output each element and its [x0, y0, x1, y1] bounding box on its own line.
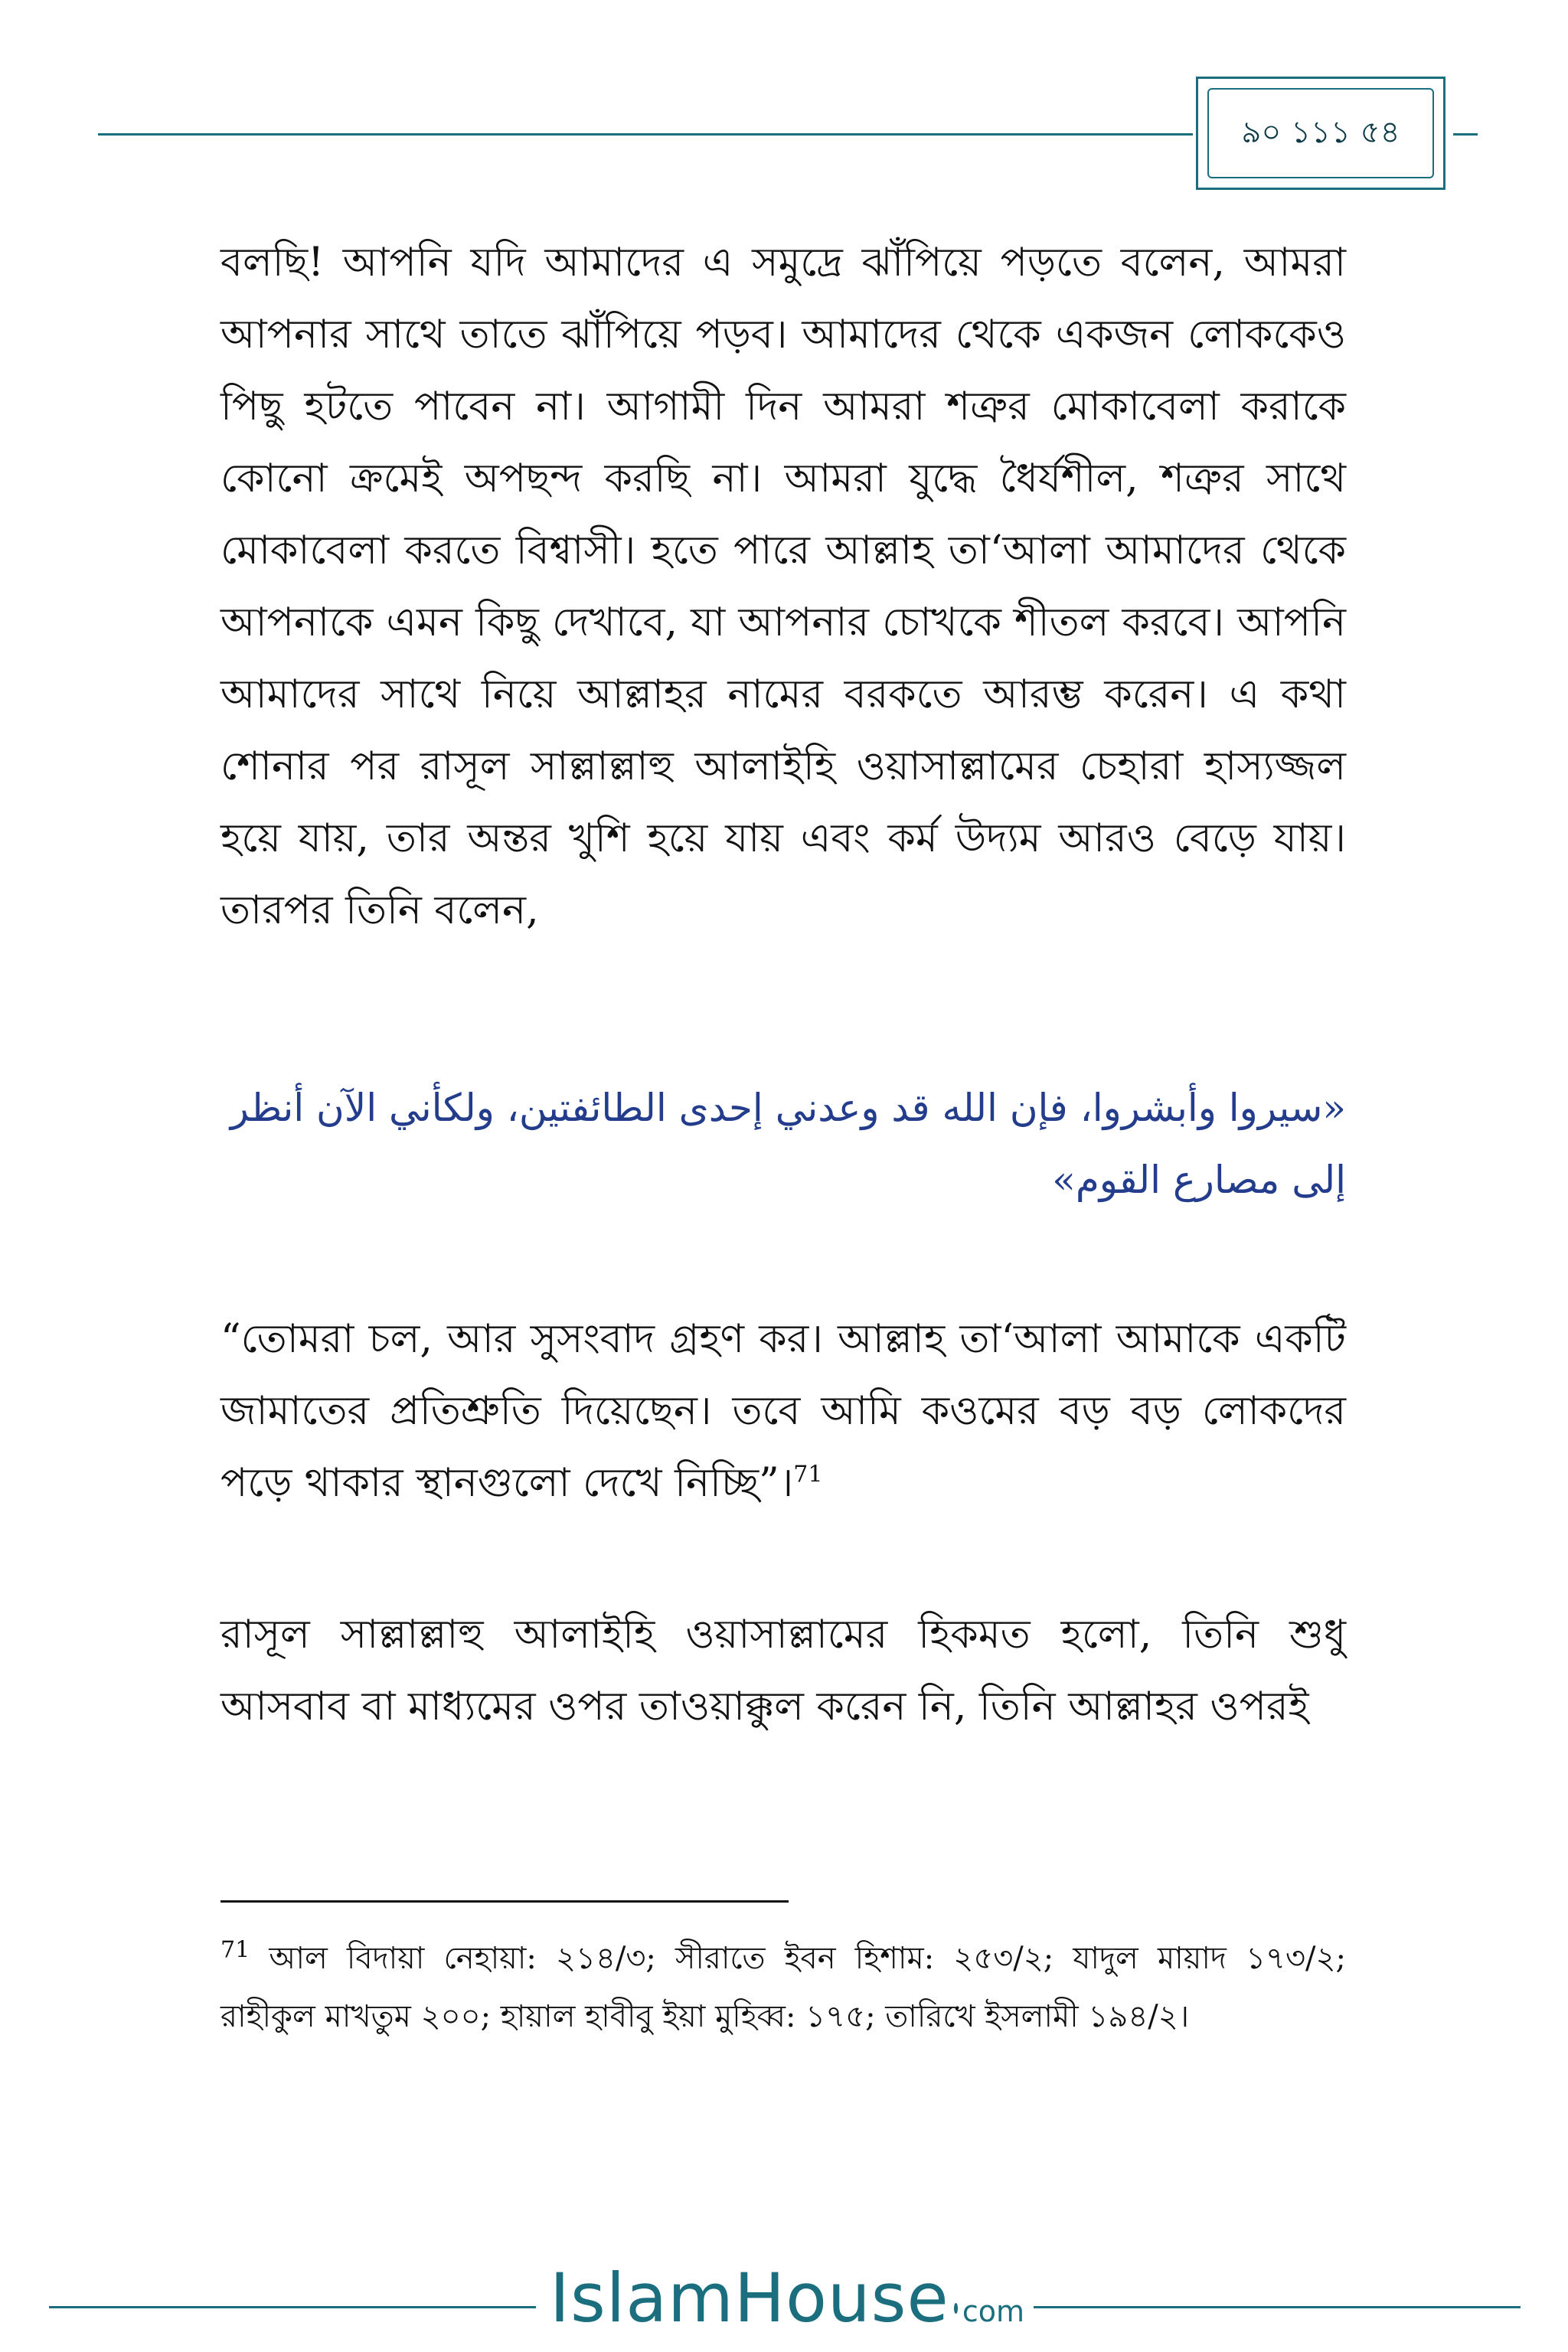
header-rule: [98, 133, 1193, 136]
header-rule-tail: [1453, 133, 1478, 136]
islamhouse-logo: [550, 2259, 1024, 2343]
logo-text: IslamHouse: [550, 2259, 949, 2337]
translation-text: “তোমরা চল, আর সুসংবাদ গ্রহণ কর। আল্লাহ তা‘আলা আমাকে একটি জামাতের প্রতিশ্রুতি দিয়েছেন। তবে আমি কওমের বড় বড় লোকদের পড়ে থাকার স্থানগুলো দেখে নিচ্ছি”।: [220, 1316, 1346, 1506]
footer-rule-right: [1034, 2306, 1521, 2308]
footnote-reference: 71: [793, 1461, 823, 1488]
footnote-separator: [220, 1900, 789, 1903]
page-number: ৯০ ১১১ ৫৪: [1207, 88, 1434, 178]
page-number-box: [1196, 77, 1446, 190]
footnote: [220, 1929, 1346, 2046]
body-paragraph: বলছি! আপনি যদি আমাদের এ সমুদ্রে ঝাঁপিয়ে পড়তে বলেন, আমরা আপনার সাথে তাতে ঝাঁপিয়ে পড়ব। আমাদের থেকে একজন লোককেও পিছু হটতে পাবেন না। আগামী দিন আমরা শত্রুর মোকাবেলা করাকে কোনো ক্রমেই অপছন্দ করছি না। আমরা যুদ্ধে ধৈর্যশীল, শত্রুর সাথে মোকাবেলা করতে বিশ্বাসী। হতে পারে আল্লাহ তা‘আলা আমাদের থেকে আপনাকে এমন কিছু দেখাবে, যা আপনার চোখকে শীতল করবে। আপনি আমাদের সাথে নিয়ে আল্লাহর নামের বরকতে আরম্ভ করেন। এ কথা শোনার পর রাসূল সাল্লাল্লাহু আলাইহি ওয়াসাল্লামের চেহারা হাস্যজ্জল হয়ে যায়, তার অন্তর খুশি হয়ে যায় এবং কর্ম উদ্যম আরও বেড়ে যায়। তারপর তিনি বলেন,: [220, 240, 1346, 933]
logo-suffix: com: [962, 2295, 1024, 2328]
footer-rule-left: [49, 2306, 536, 2308]
footnote-number: 71: [220, 1936, 250, 1964]
logo-dot-icon: [954, 2303, 958, 2314]
translation-paragraph: [220, 1303, 1346, 1519]
footnote-text: আল বিদায়া নেহায়া: ২১৪/৩; সীরাতে ইবন হিশাম: ২৫৩/২; যাদুল মায়াদ ১৭৩/২; রাহীকুল মাখতুম ২০০; হায়াল হাবীবু ইয়া মুহিব্ব: ১৭৫; তারিখে ইসলামী ১৯৪/২।: [220, 1941, 1347, 2034]
closing-paragraph: রাসূল সাল্লাল্লাহু আলাইহি ওয়াসাল্লামের হিকমত হলো, তিনি শুধু আসবাব বা মাধ্যমের ওপর তাওয়াক্কুল করেন নি, তিনি আল্লাহর ওপরই: [220, 1612, 1346, 1730]
arabic-hadith-quote: «سيروا وأبشروا، فإن الله قد وعدني إحدى الطائفتين، ولكأني الآن أنظر إلى مصارع القوم»: [230, 1086, 1346, 1202]
